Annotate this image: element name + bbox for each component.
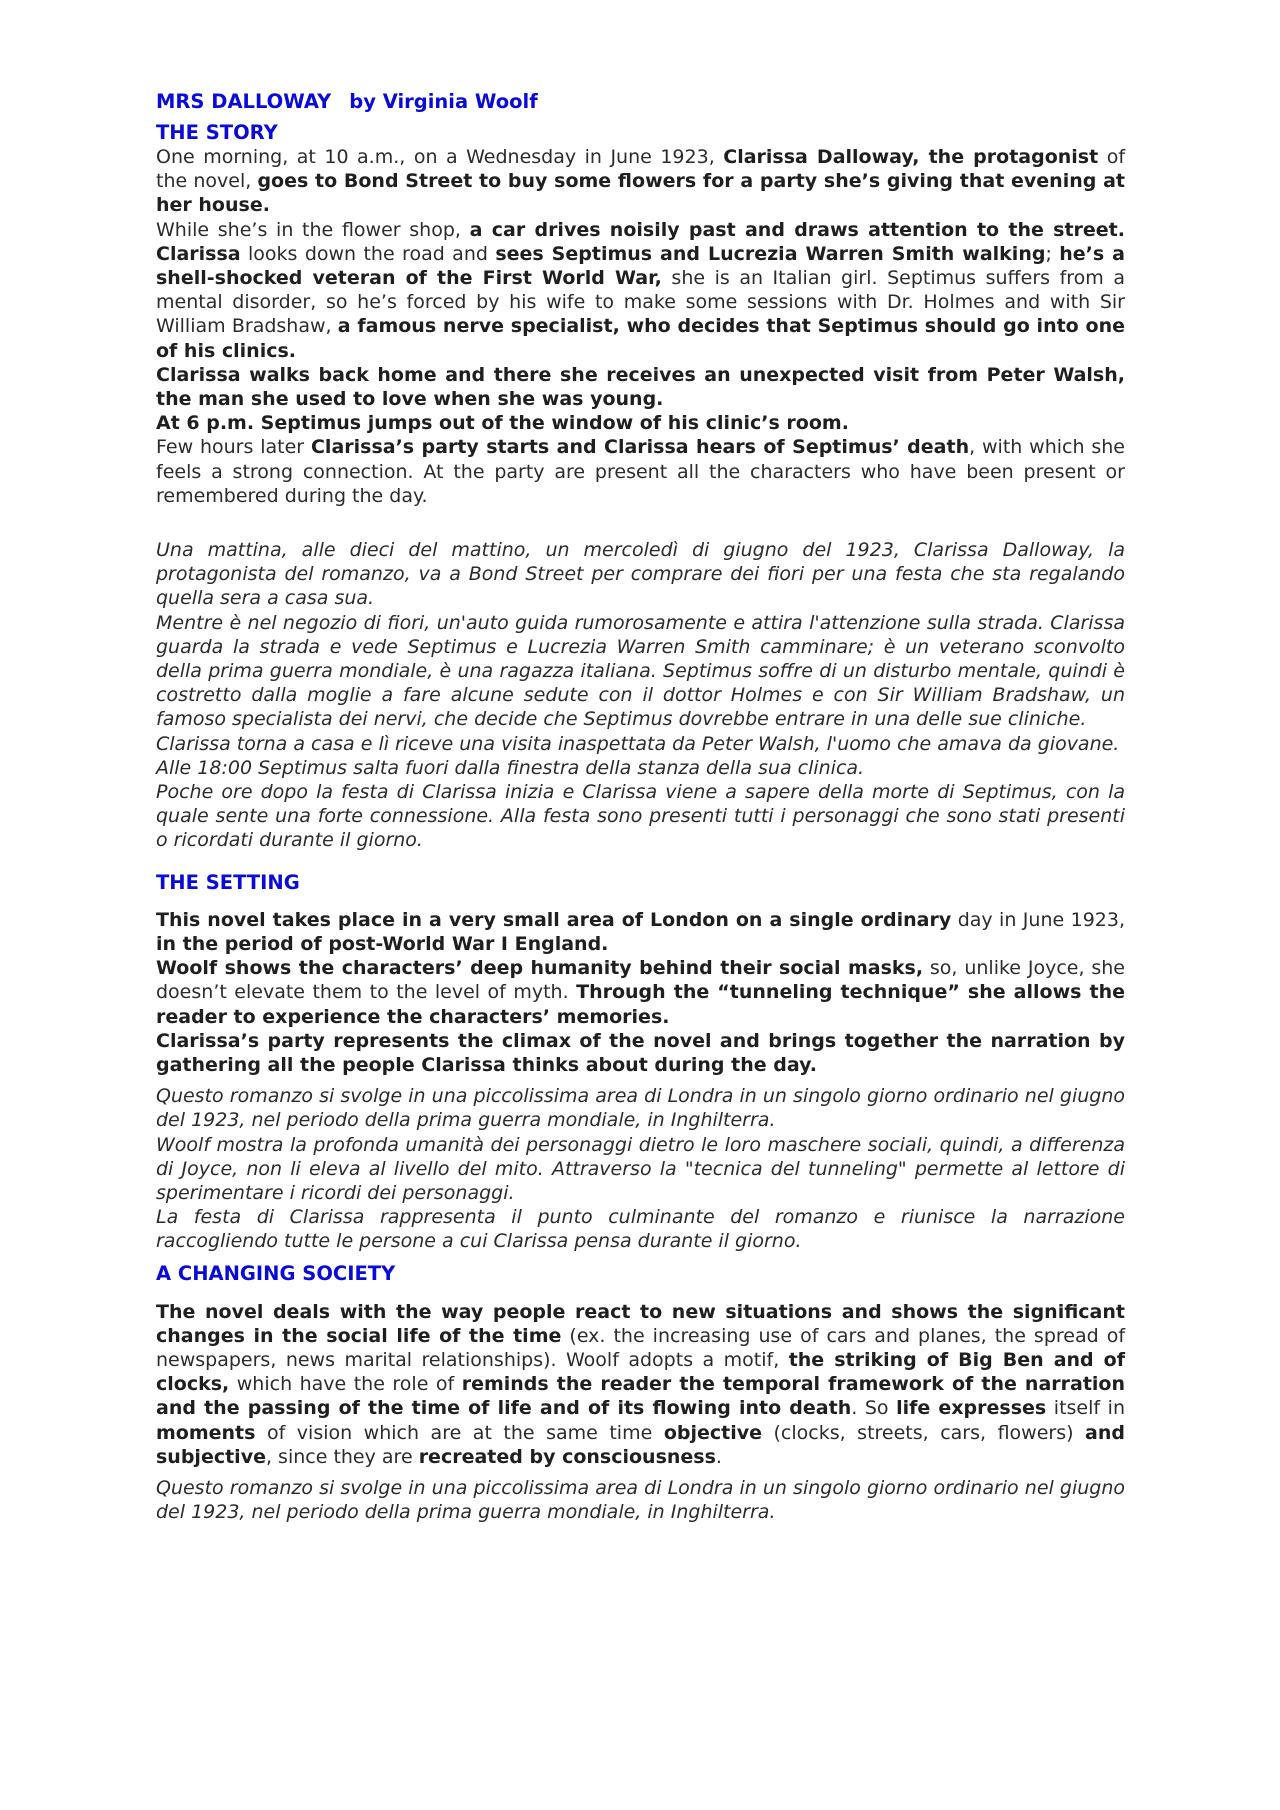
text-run: which have the role of (229, 1373, 462, 1396)
bold-text: At 6 p.m. Septimus jumps out of the window of his clinic’s room. (156, 412, 849, 435)
text-run: . (715, 1445, 722, 1468)
paragraph (156, 908, 1125, 956)
bold-text: he’s a shell-shocked veteran of the First World War, (156, 242, 1125, 290)
text-run: looks down the road and (240, 242, 496, 265)
paragraph-italian: Questo romanzo si svolge in una piccolissima area di Londra in un singolo giorno ordinario nel giugno del 1923, nel periodo della prima guerra mondiale, in Inghilterra. (156, 1476, 1125, 1524)
bold-text: Clarissa Dalloway, the protagonist (723, 146, 1099, 168)
bold-text: Through the “tunneling technique” she allows the reader to experience the characters’ memories. (156, 981, 1125, 1028)
paragraph (156, 1300, 1125, 1469)
text-run: so, unlike Joyce, she doesn’t elevate them to the level of myth. (156, 957, 1126, 1004)
bold-text: Woolf shows the characters’ deep humanity behind their social masks, (156, 957, 924, 980)
italian-translation (156, 538, 1125, 853)
bold-text: Clarissa’s party represents the climax of the novel and brings together the narration by gathering all the people Clarissa thinks about during the day. (156, 1029, 1125, 1076)
italian-translation (156, 1084, 1125, 1253)
bold-text: objective (663, 1421, 762, 1444)
paragraph-italian: Clarissa torna a casa e lì riceve una visita inaspettata da Peter Walsh, l'uomo che amava da giovane. (156, 732, 1120, 755)
bold-text: goes to Bond Street to buy some flowers for a party she’s giving that evening at her house. (156, 170, 1125, 217)
bold-text: a famous nerve specialist, who decides that Septimus should go into one of his clinics. (156, 315, 1125, 362)
text-run: . So (851, 1397, 897, 1420)
section-setting (156, 871, 1125, 1254)
bold-text: a car drives noisily past and draws attention to the street. Clarissa (156, 218, 1125, 265)
section-heading: THE STORY (156, 121, 278, 144)
bold-text: The novel deals with the way people react to new situations and shows the significant changes in the social life of the time (156, 1300, 1125, 1347)
section-heading: A CHANGING SOCIETY (156, 1261, 396, 1285)
paragraph (156, 363, 1125, 411)
english-text (156, 908, 1125, 1077)
text-run: Few hours later (156, 436, 311, 459)
text-run: (ex. the increasing use of cars and planes, the spread of newspapers, news marital relationships). Woolf adopts a motif, (156, 1324, 1126, 1371)
bold-text: Clarissa’s party starts and Clarissa hears of Septimus’ death (310, 436, 970, 459)
italian-translation (156, 1476, 1125, 1524)
bold-text: life expresses (896, 1397, 1047, 1420)
section-story (156, 121, 1125, 853)
paragraph-italian: Poche ore dopo la festa di Clarissa inizia e Clarissa viene a sapere della morte di Septimus, con la quale sente una forte connessione. Alla festa sono presenti tutti i personaggi che sono stati presenti o ricordati durante il giorno. (156, 781, 1125, 852)
text-run: of the novel, (156, 146, 1126, 193)
text-run: day in June 1923, (951, 908, 1125, 931)
text-run: ; (1045, 242, 1060, 265)
bold-text: moments (156, 1421, 256, 1444)
document-title (156, 90, 1125, 114)
bold-text: recreated by consciousness (418, 1445, 716, 1468)
paragraph-italian: Una mattina, alle dieci del mattino, un mercoledì di giugno del 1923, Clarissa Dalloway, la protagonista del romanzo, va a Bond Street per comprare dei fiori per una festa che sta regalando quella sera a casa sua. (156, 539, 1125, 610)
text-run: of vision which are at the same time (255, 1421, 664, 1444)
paragraph (156, 411, 1125, 435)
paragraph-italian: Questo romanzo si svolge in una piccolissima area di Londra in un singolo giorno ordinario nel giugno del 1923, nel periodo della prima guerra mondiale, in Inghilterra. (156, 1085, 1125, 1132)
paragraph (156, 956, 1125, 1029)
text-run: One morning, at 10 a.m., on a Wednesday in June 1923, (156, 146, 724, 168)
text-run: , with which she feels a strong connection. At the party are present all the characters who have been present or remembered during the day. (156, 436, 1126, 507)
bold-text: and subjective (156, 1421, 1125, 1468)
english-text (156, 145, 1125, 508)
text-run: , since they are (265, 1445, 419, 1468)
bold-text: Clarissa walks back home and there she receives an unexpected visit from Peter Walsh, the man she used to love when she was young. (156, 363, 1125, 411)
section-heading: THE SETTING (156, 870, 300, 894)
paragraph (156, 218, 1125, 363)
paragraph-italian: Alle 18:00 Septimus salta fuori dalla finestra della stanza della sua clinica. (156, 756, 865, 779)
bold-text: reminds the reader the temporal framework of the narration and the passing of the time of life and of its flowing into death (156, 1373, 1126, 1420)
text-run: While she’s in the flower shop, (156, 218, 470, 241)
section-society (156, 1262, 1125, 1525)
text-run: she is an Italian girl. Septimus suffers from a mental disorder, so he’s forced by his wife to make some sessions with Dr. Holmes and with Sir William Bradshaw, (156, 267, 1125, 338)
title-author: by Virginia Woolf (349, 90, 538, 113)
bold-text: the striking of Big Ben and of clocks, (156, 1348, 1125, 1396)
english-text (156, 1300, 1125, 1469)
title-main: MRS DALLOWAY (156, 90, 332, 113)
paragraph (156, 145, 1125, 218)
paragraph (156, 1029, 1125, 1077)
bold-text: This novel takes place in a very small area of London on a single ordinary (156, 908, 952, 931)
bold-text: in the period of post-World War I England. (156, 932, 609, 955)
paragraph (156, 435, 1125, 508)
paragraph-italian: Mentre è nel negozio di fiori, un'auto guida rumorosamente e attira l'attenzione sulla strada. Clarissa guarda la strada e vede Septimus e Lucrezia Warren Smith camminare; è un veterano sconvolto della prima guerra mondiale, è una ragazza italiana. Septimus soffre di un disturbo mentale, quindi è costretto dalla moglie a fare alcune sedute con il dottor Holmes e con Sir William Bradshaw, un famoso specialista dei nervi, che decide che Septimus dovrebbe entrare in una delle sue cliniche. (156, 611, 1125, 731)
bold-text: sees Septimus and Lucrezia Warren Smith walking (495, 242, 1046, 265)
text-run: itself in (1046, 1397, 1125, 1420)
paragraph-italian: Woolf mostra la profonda umanità dei personaggi dietro le loro maschere sociali, quindi, a differenza di Joyce, non li eleva al livello del mito. Attraverso la "tecnica del tunneling" permette al lettore di sperimentare i ricordi dei personaggi. (156, 1133, 1125, 1204)
paragraph-italian: La festa di Clarissa rappresenta il punto culminante del romanzo e riunisce la narrazione raccogliendo tutte le persone a cui Clarissa pensa durante il giorno. (156, 1206, 1125, 1253)
text-run: (clocks, streets, cars, flowers) (762, 1421, 1086, 1444)
